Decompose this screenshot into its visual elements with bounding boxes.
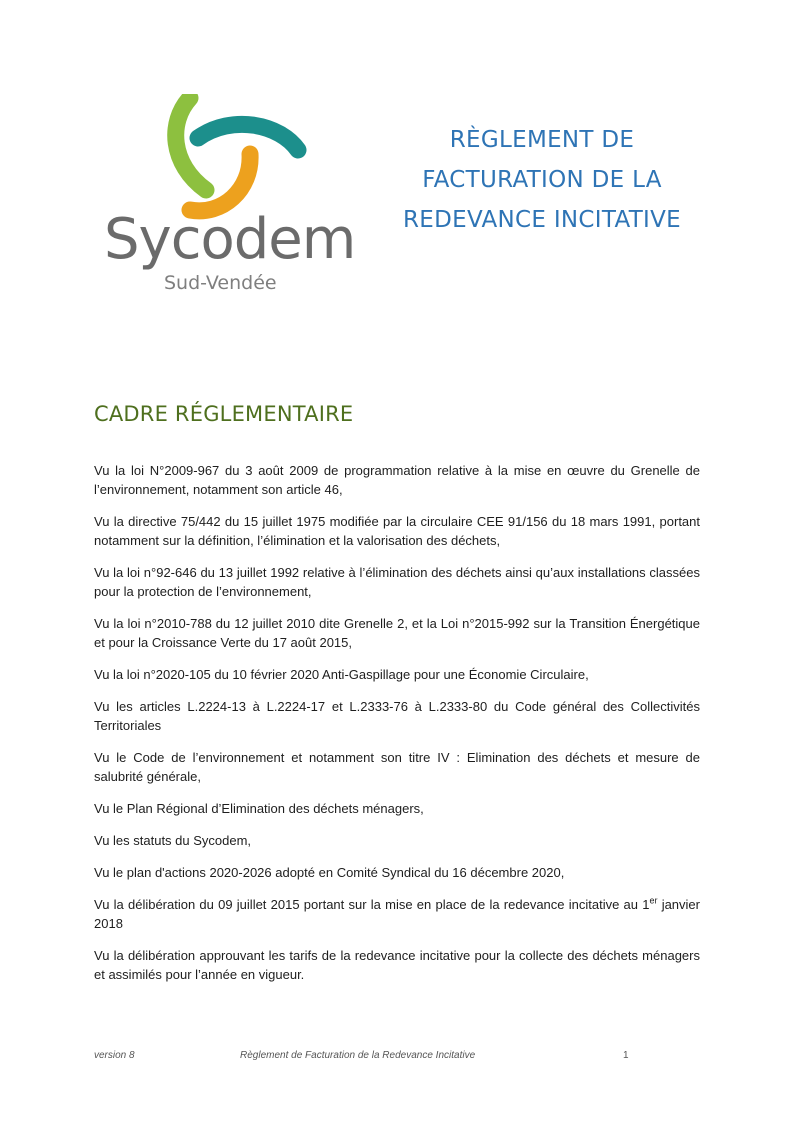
footer-title: Règlement de Facturation de la Redevance Incitative bbox=[240, 1050, 476, 1061]
paragraph: Vu la loi N°2009-967 du 3 août 2009 de programmation relative à la mise en œuvre du Grenelle de l’environnement, notamment son article 46, bbox=[94, 463, 700, 497]
paragraph: Vu la loi n°92-646 du 13 juillet 1992 relative à l’élimination des déchets ainsi qu’aux installations classées pour la protection de l’environnement, bbox=[94, 565, 700, 599]
paragraph: Vu le Code de l’environnement et notamment son titre IV : Elimination des déchets et mesure de salubrité générale, bbox=[94, 750, 700, 784]
paragraph: Vu la directive 75/442 du 15 juillet 1975 modifiée par la circulaire CEE 91/156 du 18 mars 1991, portant notamment sur la définition, l’élimination et la valorisation des déchets, bbox=[94, 514, 700, 548]
regulatory-framework-list bbox=[94, 461, 700, 997]
paragraph: Vu la loi n°2010-788 du 12 juillet 2010 dite Grenelle 2, et la Loi n°2015-992 sur la Transition Énergétique et pour la Croissance Verte du 17 août 2015, bbox=[94, 616, 700, 650]
deliberation-text: Vu la délibération du 09 juillet 2015 portant sur la mise en place de la redevance incitative au 1 bbox=[94, 897, 650, 912]
logo-subtitle: Sud-Vendée bbox=[164, 272, 277, 294]
title-line-2: FACTURATION DE LA bbox=[422, 167, 662, 193]
deliberation-text-end: janvier 2018 bbox=[94, 897, 700, 931]
footer-version: version 8 bbox=[94, 1050, 135, 1061]
paragraph: Vu la loi n°2020-105 du 10 février 2020 Anti-Gaspillage pour une Économie Circulaire, bbox=[94, 667, 589, 682]
paragraph: Vu les articles L.2224-13 à L.2224-17 et L.2333-76 à L.2333-80 du Code général des Collectivités Territoriales bbox=[94, 699, 700, 733]
ordinal-suffix: er bbox=[649, 895, 658, 906]
document-title bbox=[372, 120, 712, 240]
sycodem-logo bbox=[100, 94, 356, 304]
paragraph: Vu la délibération approuvant les tarifs de la redevance incitative pour la collecte des déchets ménagers et assimilés pour l’année en vigueur. bbox=[94, 948, 700, 982]
logo-name: Sycodem bbox=[104, 207, 356, 272]
paragraph: Vu le plan d'actions 2020-2026 adopté en Comité Syndical du 16 décembre 2020, bbox=[94, 865, 565, 880]
title-line-3: REDEVANCE INCITATIVE bbox=[402, 207, 681, 233]
section-heading: CADRE RÉGLEMENTAIRE bbox=[94, 402, 354, 426]
logo-swirl-icon bbox=[162, 94, 312, 224]
title-line-1: RÈGLEMENT DE bbox=[449, 127, 635, 153]
paragraph-deliberation bbox=[94, 895, 700, 933]
page-number: 1 bbox=[623, 1050, 629, 1061]
paragraph: Vu le Plan Régional d’Elimination des déchets ménagers, bbox=[94, 801, 424, 816]
paragraph: Vu les statuts du Sycodem, bbox=[94, 833, 252, 848]
